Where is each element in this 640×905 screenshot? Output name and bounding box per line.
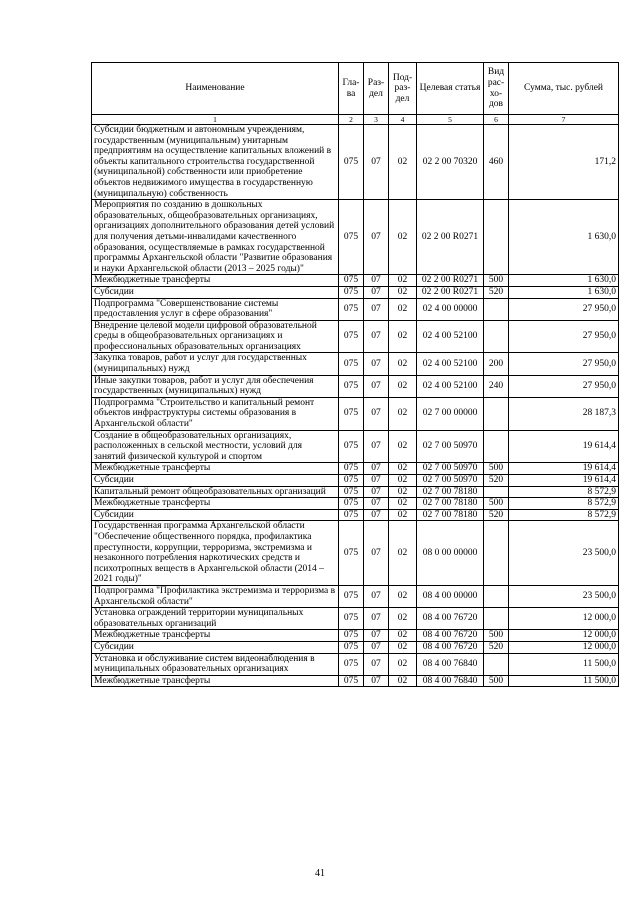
cell-expense-type: 460 — [484, 125, 509, 200]
cell-sum: 12 000,0 — [509, 630, 619, 642]
cell-section: 07 — [364, 608, 389, 630]
cell-section: 07 — [364, 653, 389, 675]
cell-chapter: 075 — [339, 275, 364, 287]
cell-subsection: 02 — [389, 353, 417, 375]
cell-target: 02 2 00 R0271 — [417, 200, 484, 275]
table-row — [92, 353, 619, 375]
cell-section: 07 — [364, 298, 389, 320]
cell-name: Иные закупки товаров, работ и услуг для обеспечения государственных (муниципальных) нужд — [92, 375, 339, 397]
cell-target: 08 4 00 00000 — [417, 585, 484, 607]
cell-subsection: 02 — [389, 430, 417, 463]
table-row — [92, 320, 619, 353]
cell-sum: 1 630,0 — [509, 286, 619, 298]
cell-sum: 1 630,0 — [509, 275, 619, 287]
cell-subsection: 02 — [389, 630, 417, 642]
cell-section: 07 — [364, 200, 389, 275]
cell-subsection: 02 — [389, 641, 417, 653]
cell-target: 08 4 00 76720 — [417, 641, 484, 653]
cell-target: 02 4 00 52100 — [417, 353, 484, 375]
cell-expense-type — [484, 430, 509, 463]
cell-sum: 8 572,9 — [509, 509, 619, 521]
cell-sum: 1 630,0 — [509, 200, 619, 275]
cell-sum: 8 572,9 — [509, 486, 619, 498]
cell-target: 02 7 00 50970 — [417, 463, 484, 475]
cell-chapter: 075 — [339, 298, 364, 320]
cell-sum: 23 500,0 — [509, 521, 619, 586]
cell-sum: 19 614,4 — [509, 463, 619, 475]
cell-target: 02 7 00 78180 — [417, 509, 484, 521]
cell-subsection: 02 — [389, 675, 417, 687]
cell-section: 07 — [364, 641, 389, 653]
cell-subsection: 02 — [389, 320, 417, 353]
cell-sum: 12 000,0 — [509, 641, 619, 653]
cell-target: 02 2 00 R0271 — [417, 275, 484, 287]
column-number: 7 — [509, 115, 619, 125]
table-row — [92, 275, 619, 287]
cell-target: 02 2 00 R0271 — [417, 286, 484, 298]
cell-section: 07 — [364, 397, 389, 430]
cell-target: 02 4 00 00000 — [417, 298, 484, 320]
cell-expense-type — [484, 486, 509, 498]
table-row — [92, 585, 619, 607]
cell-chapter: 075 — [339, 320, 364, 353]
table-row — [92, 475, 619, 487]
cell-section: 07 — [364, 320, 389, 353]
cell-chapter: 075 — [339, 475, 364, 487]
cell-section: 07 — [364, 275, 389, 287]
cell-name: Подпрограмма "Строительство и капитальный ремонт объектов инфраструктуры системы образования в Архангельской области" — [92, 397, 339, 430]
cell-chapter: 075 — [339, 630, 364, 642]
cell-subsection: 02 — [389, 509, 417, 521]
column-number: 4 — [389, 115, 417, 125]
cell-chapter: 075 — [339, 353, 364, 375]
cell-expense-type — [484, 585, 509, 607]
cell-sum: 11 500,0 — [509, 653, 619, 675]
cell-sum: 28 187,3 — [509, 397, 619, 430]
cell-name: Установка ограждений территории муниципальных образовательных организаций — [92, 608, 339, 630]
cell-chapter: 075 — [339, 286, 364, 298]
cell-expense-type: 520 — [484, 641, 509, 653]
table-body — [92, 125, 619, 687]
cell-subsection: 02 — [389, 585, 417, 607]
column-number: 6 — [484, 115, 509, 125]
cell-name: Подпрограмма "Совершенствование системы предоставления услуг в сфере образования" — [92, 298, 339, 320]
cell-name: Создание в общеобразовательных организациях, расположенных в сельской местности, условий для занятий физической культурой и спортом — [92, 430, 339, 463]
cell-name: Межбюджетные трансферты — [92, 275, 339, 287]
cell-section: 07 — [364, 375, 389, 397]
table-row — [92, 509, 619, 521]
cell-name: Субсидии бюджетным и автономным учреждениям, государственным (муниципальным) унитарным предприятиям на осуществление капитальных вложений в объекты капитального строительства государственной (муниципальной) собственности или приобретение объектов недвижимого имущества в государственную (муниципальную) собственность — [92, 125, 339, 200]
cell-expense-type — [484, 653, 509, 675]
table-row — [92, 521, 619, 586]
cell-chapter: 075 — [339, 641, 364, 653]
cell-chapter: 075 — [339, 675, 364, 687]
cell-expense-type — [484, 608, 509, 630]
table-row — [92, 286, 619, 298]
cell-subsection: 02 — [389, 375, 417, 397]
cell-chapter: 075 — [339, 430, 364, 463]
cell-expense-type — [484, 200, 509, 275]
cell-expense-type: 500 — [484, 275, 509, 287]
cell-target: 02 7 00 78180 — [417, 486, 484, 498]
cell-section: 07 — [364, 463, 389, 475]
cell-section: 07 — [364, 585, 389, 607]
column-number: 1 — [92, 115, 339, 125]
cell-name: Субсидии — [92, 286, 339, 298]
cell-subsection: 02 — [389, 463, 417, 475]
cell-expense-type: 200 — [484, 353, 509, 375]
cell-expense-type — [484, 320, 509, 353]
cell-name: Межбюджетные трансферты — [92, 463, 339, 475]
cell-sum: 171,2 — [509, 125, 619, 200]
cell-subsection: 02 — [389, 608, 417, 630]
header-section: Раз-дел — [364, 63, 389, 115]
cell-name: Капитальный ремонт общеобразовательных организаций — [92, 486, 339, 498]
cell-target: 02 7 00 50970 — [417, 430, 484, 463]
cell-expense-type — [484, 397, 509, 430]
cell-target: 02 4 00 52100 — [417, 320, 484, 353]
cell-expense-type — [484, 521, 509, 586]
cell-expense-type: 500 — [484, 498, 509, 510]
cell-sum: 12 000,0 — [509, 608, 619, 630]
table-row — [92, 641, 619, 653]
table-row — [92, 125, 619, 200]
cell-section: 07 — [364, 475, 389, 487]
cell-target: 08 4 00 76720 — [417, 630, 484, 642]
column-number: 2 — [339, 115, 364, 125]
cell-sum: 11 500,0 — [509, 675, 619, 687]
cell-target: 02 7 00 78180 — [417, 498, 484, 510]
cell-sum: 8 572,9 — [509, 498, 619, 510]
header-expense-type: Вид рас-хо-дов — [484, 63, 509, 115]
cell-name: Межбюджетные трансферты — [92, 675, 339, 687]
cell-name: Межбюджетные трансферты — [92, 630, 339, 642]
cell-target: 08 4 00 76840 — [417, 675, 484, 687]
table-row — [92, 608, 619, 630]
table-row — [92, 498, 619, 510]
cell-section: 07 — [364, 125, 389, 200]
cell-sum: 19 614,4 — [509, 430, 619, 463]
cell-section: 07 — [364, 509, 389, 521]
table-row — [92, 463, 619, 475]
cell-name: Закупка товаров, работ и услуг для государственных (муниципальных) нужд — [92, 353, 339, 375]
cell-name: Субсидии — [92, 509, 339, 521]
cell-expense-type: 500 — [484, 675, 509, 687]
cell-sum: 27 950,0 — [509, 375, 619, 397]
table-row — [92, 675, 619, 687]
cell-subsection: 02 — [389, 498, 417, 510]
cell-subsection: 02 — [389, 286, 417, 298]
cell-target: 02 2 00 70320 — [417, 125, 484, 200]
cell-expense-type — [484, 298, 509, 320]
cell-target: 08 0 00 00000 — [417, 521, 484, 586]
header-subsection: Под-раз-дел — [389, 63, 417, 115]
table-row — [92, 200, 619, 275]
cell-name: Установка и обслуживание систем видеонаблюдения в муниципальных образовательных организациях — [92, 653, 339, 675]
cell-target: 02 4 00 52100 — [417, 375, 484, 397]
cell-subsection: 02 — [389, 298, 417, 320]
cell-expense-type: 520 — [484, 475, 509, 487]
cell-expense-type: 520 — [484, 509, 509, 521]
cell-sum: 27 950,0 — [509, 298, 619, 320]
cell-name: Межбюджетные трансферты — [92, 498, 339, 510]
cell-subsection: 02 — [389, 653, 417, 675]
cell-target: 02 7 00 00000 — [417, 397, 484, 430]
cell-subsection: 02 — [389, 397, 417, 430]
cell-section: 07 — [364, 630, 389, 642]
cell-section: 07 — [364, 498, 389, 510]
cell-chapter: 075 — [339, 509, 364, 521]
cell-name: Субсидии — [92, 475, 339, 487]
cell-target: 02 7 00 50970 — [417, 475, 484, 487]
table-row — [92, 630, 619, 642]
header-target: Целевая статья — [417, 63, 484, 115]
header-row — [92, 63, 619, 115]
cell-target: 08 4 00 76720 — [417, 608, 484, 630]
cell-name: Подпрограмма "Профилактика экстремизма и терроризма в Архангельской области" — [92, 585, 339, 607]
cell-name: Субсидии — [92, 641, 339, 653]
budget-table — [91, 62, 619, 687]
table-row — [92, 298, 619, 320]
cell-expense-type: 500 — [484, 463, 509, 475]
cell-section: 07 — [364, 353, 389, 375]
cell-name: Внедрение целевой модели цифровой образовательной среды в общеобразовательных организациях и профессиональных образовательных организациях — [92, 320, 339, 353]
column-number: 3 — [364, 115, 389, 125]
column-number: 5 — [417, 115, 484, 125]
cell-target: 08 4 00 76840 — [417, 653, 484, 675]
column-numbers-row — [92, 115, 619, 125]
table-row — [92, 375, 619, 397]
cell-expense-type: 500 — [484, 630, 509, 642]
cell-sum: 23 500,0 — [509, 585, 619, 607]
cell-chapter: 075 — [339, 498, 364, 510]
cell-subsection: 02 — [389, 475, 417, 487]
table-row — [92, 397, 619, 430]
table-row — [92, 486, 619, 498]
cell-section: 07 — [364, 486, 389, 498]
table-row — [92, 430, 619, 463]
cell-subsection: 02 — [389, 521, 417, 586]
cell-expense-type: 240 — [484, 375, 509, 397]
table-row — [92, 653, 619, 675]
cell-sum: 19 614,4 — [509, 475, 619, 487]
cell-sum: 27 950,0 — [509, 353, 619, 375]
cell-chapter: 075 — [339, 608, 364, 630]
cell-subsection: 02 — [389, 486, 417, 498]
cell-expense-type: 520 — [484, 286, 509, 298]
cell-subsection: 02 — [389, 275, 417, 287]
cell-section: 07 — [364, 675, 389, 687]
cell-sum: 27 950,0 — [509, 320, 619, 353]
cell-name: Мероприятия по созданию в дошкольных образовательных, общеобразовательных организациях, организациях дополнительного образования детей условий для получения детьми-инвалидами качественного образования, осуществляемые в рамках государственной программы Архангельской области "Развитие образования и науки Архангельской области (2013 – 2025 годы)" — [92, 200, 339, 275]
cell-chapter: 075 — [339, 463, 364, 475]
cell-section: 07 — [364, 430, 389, 463]
cell-chapter: 075 — [339, 521, 364, 586]
cell-chapter: 075 — [339, 486, 364, 498]
cell-chapter: 075 — [339, 585, 364, 607]
cell-chapter: 075 — [339, 397, 364, 430]
cell-name: Государственная программа Архангельской области "Обеспечение общественного порядка, профилактика преступности, коррупции, терроризма, экстремизма и незаконного потребления наркотических средств и психотропных веществ в Архангельской области (2014 – 2021 годы)" — [92, 521, 339, 586]
cell-chapter: 075 — [339, 653, 364, 675]
header-sum: Сумма, тыс. рублей — [509, 63, 619, 115]
cell-section: 07 — [364, 521, 389, 586]
page-number: 41 — [315, 868, 325, 879]
cell-chapter: 075 — [339, 125, 364, 200]
cell-chapter: 075 — [339, 375, 364, 397]
cell-section: 07 — [364, 286, 389, 298]
cell-subsection: 02 — [389, 200, 417, 275]
header-name: Наименование — [92, 63, 339, 115]
cell-chapter: 075 — [339, 200, 364, 275]
header-chapter: Гла-ва — [339, 63, 364, 115]
cell-subsection: 02 — [389, 125, 417, 200]
